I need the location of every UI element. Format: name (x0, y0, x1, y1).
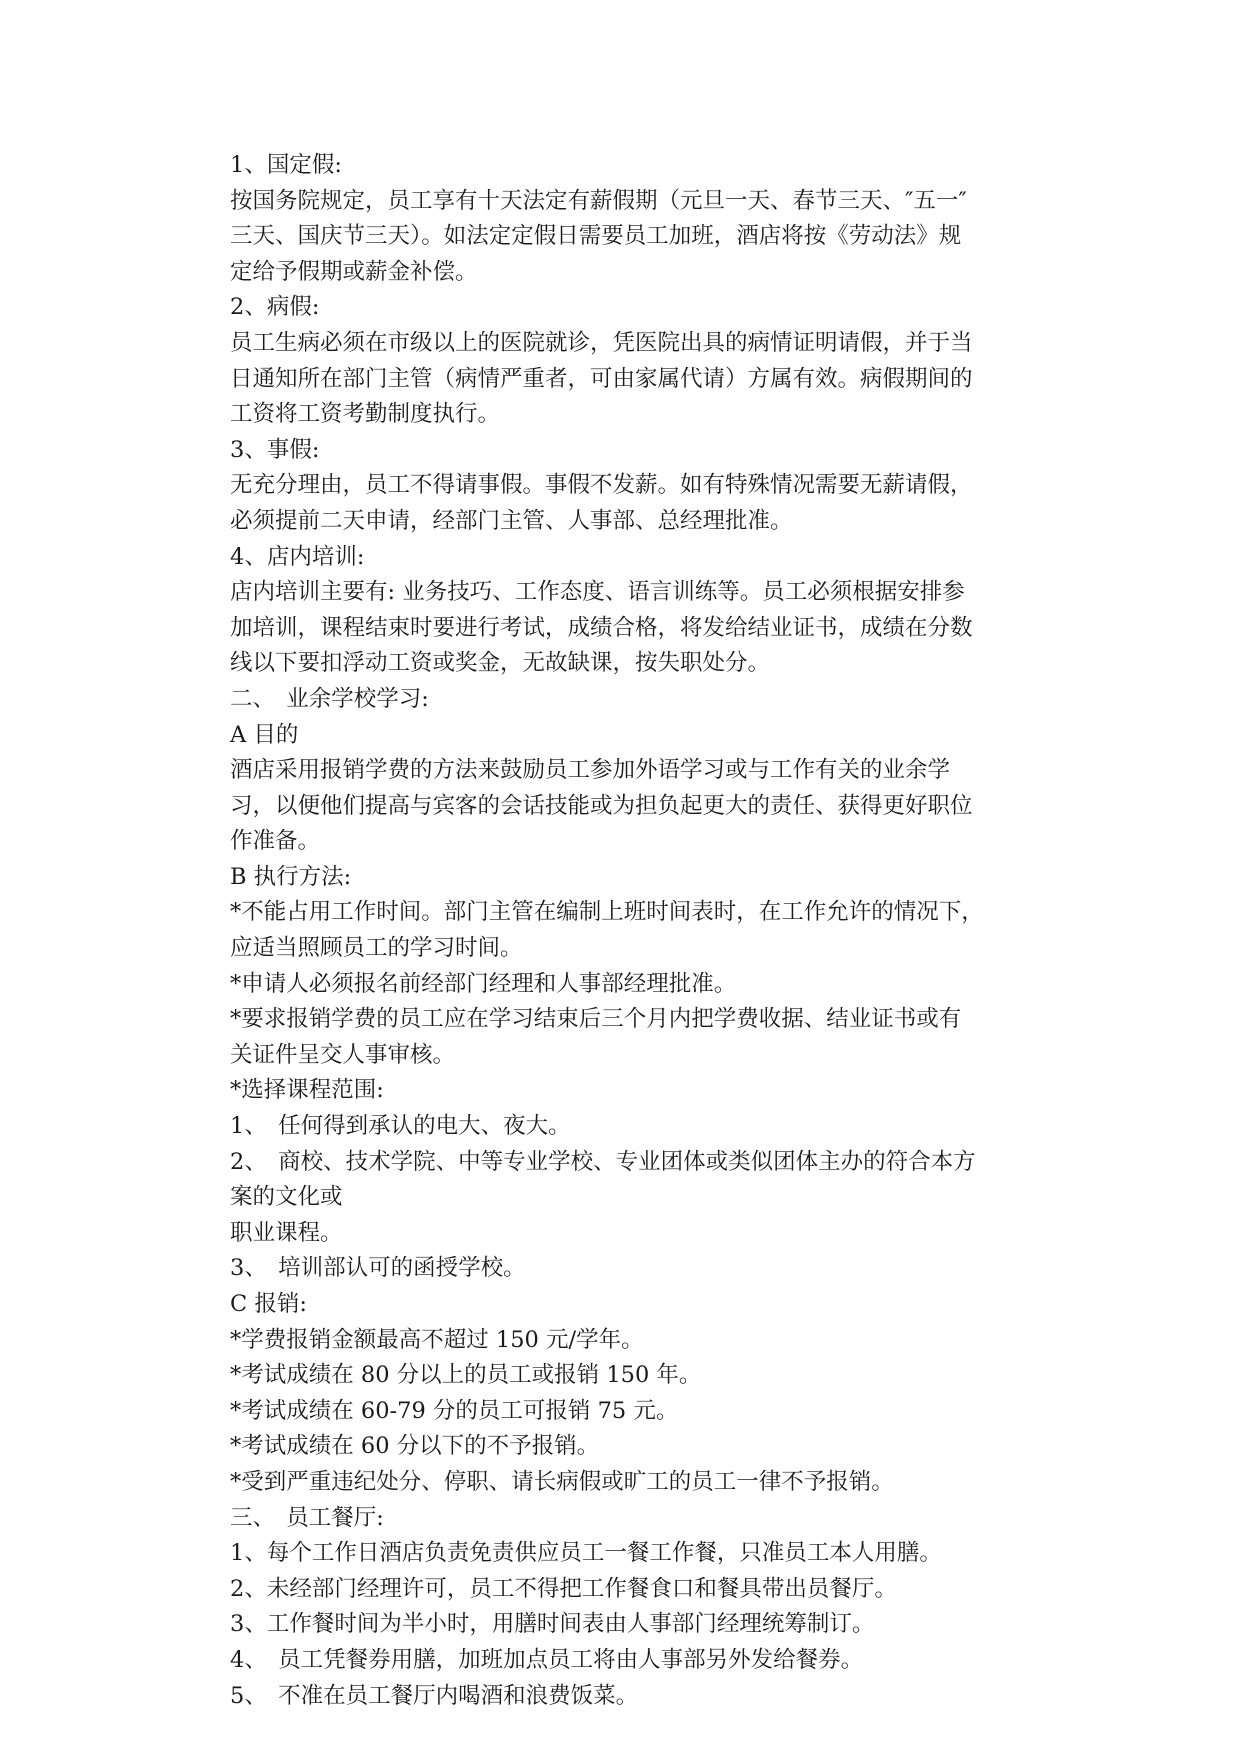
list-item: 5、 不准在员工餐厅内喝酒和浪费饭菜。 (230, 1682, 639, 1709)
bullet-line: *不能占用工作时间。部门主管在编制上班时间表时，在工作允许的情况下， (230, 899, 984, 926)
paragraph-line: 按国务院规定，员工享有十天法定有薪假期（元旦一天、春节三天、″五一″ (230, 187, 967, 214)
paragraph-line: 工资将工资考勤制度执行。 (230, 401, 501, 428)
paragraph-line: 应适当照顾员工的学习时间。 (230, 935, 523, 962)
paragraph-line: 必须提前二天申请，经部门主管、人事部、总经理批准。 (230, 507, 793, 534)
paragraph-line: 职业课程。 (230, 1219, 343, 1246)
paragraph-line: 三天、国庆节三天）。如法定定假日需要员工加班，酒店将按《劳动法》规 (230, 223, 962, 250)
list-item: 3、工作餐时间为半小时，用膳时间表由人事部门经理统筹制订。 (230, 1611, 875, 1638)
heading-in-store-training: 4、店内培训: (230, 543, 365, 570)
paragraph-line: 作准备。 (230, 828, 321, 855)
document-body (230, 148, 1050, 1714)
bullet-line: *学费报销金额最高不超过 150 元/学年。 (230, 1326, 644, 1353)
heading-personal-leave: 3、事假: (230, 436, 320, 463)
subheading-purpose: A 目的 (230, 721, 299, 748)
paragraph-line: 酒店采用报销学费的方法来鼓励员工参加外语学习或与工作有关的业余学 (230, 757, 951, 784)
bullet-line: *考试成绩在 60 分以下的不予报销。 (230, 1433, 600, 1460)
subheading-reimbursement: C 报销: (230, 1291, 307, 1317)
paragraph-line: 案的文化或 (230, 1184, 343, 1211)
list-item: 2、未经部门经理许可，员工不得把工作餐食口和餐具带出员餐厅。 (230, 1575, 897, 1602)
bullet-line: *受到严重违纪处分、停职、请长病假或旷工的员工一律不予报销。 (230, 1468, 894, 1495)
paragraph-line: 习，以便他们提高与宾客的会话技能或为担负起更大的责任、获得更好职位 (230, 792, 973, 819)
paragraph-line: 定给予假期或薪金补偿。 (230, 258, 478, 285)
bullet-line: *考试成绩在 60-79 分的员工可报销 75 元。 (230, 1397, 679, 1424)
bullet-line: *申请人必须报名前经部门经理和人事部经理批准。 (230, 970, 737, 997)
paragraph-line: 关证件呈交人事审核。 (230, 1041, 456, 1068)
paragraph-line: 无充分理由，员工不得请事假。事假不发薪。如有特殊情况需要无薪请假， (230, 472, 973, 499)
list-item: 1、每个工作日酒店负责免责供应员工一餐工作餐，只准员工本人用膳。 (230, 1540, 942, 1567)
list-item: 3、 培训部认可的函授学校。 (230, 1255, 526, 1282)
bullet-line: *要求报销学费的员工应在学习结束后三个月内把学费收据、结业证书或有 (230, 1006, 962, 1033)
paragraph-line: 员工生病必须在市级以上的医院就诊，凭医院出具的病情证明请假，并于当 (230, 329, 973, 356)
paragraph-line: 店内培训主要有: 业务技巧、工作态度、语言训练等。员工必须根据安排参 (230, 579, 965, 606)
list-item: 4、 员工凭餐券用膳，加班加点员工将由人事部另外发给餐券。 (230, 1646, 864, 1673)
section-heading-staff-canteen: 三、 员工餐厅: (230, 1504, 384, 1531)
paragraph-line: 加培训，课程结束时要进行考试，成绩合格，将发给结业证书，成绩在分数 (230, 614, 973, 641)
heading-statutory-holiday: 1、国定假: (230, 152, 342, 178)
list-item: 1、 任何得到承认的电大、夜大。 (230, 1113, 571, 1140)
section-heading-spare-time-study: 二、 业余学校学习: (230, 685, 429, 712)
list-item: 2、 商校、技术学院、中等专业学校、专业团体或类似团体主办的符合本方 (230, 1148, 976, 1175)
heading-sick-leave: 2、病假: (230, 294, 320, 321)
bullet-line: *考试成绩在 80 分以上的员工或报销 150 年。 (230, 1362, 702, 1389)
paragraph-line: 日通知所在部门主管（病情严重者，可由家属代请）方属有效。病假期间的 (230, 365, 973, 392)
paragraph-line: 线以下要扣浮动工资或奖金，无故缺课，按失职处分。 (230, 650, 771, 677)
subheading-execution-method: B 执行方法: (230, 863, 352, 890)
bullet-line: *选择课程范围: (230, 1077, 384, 1104)
